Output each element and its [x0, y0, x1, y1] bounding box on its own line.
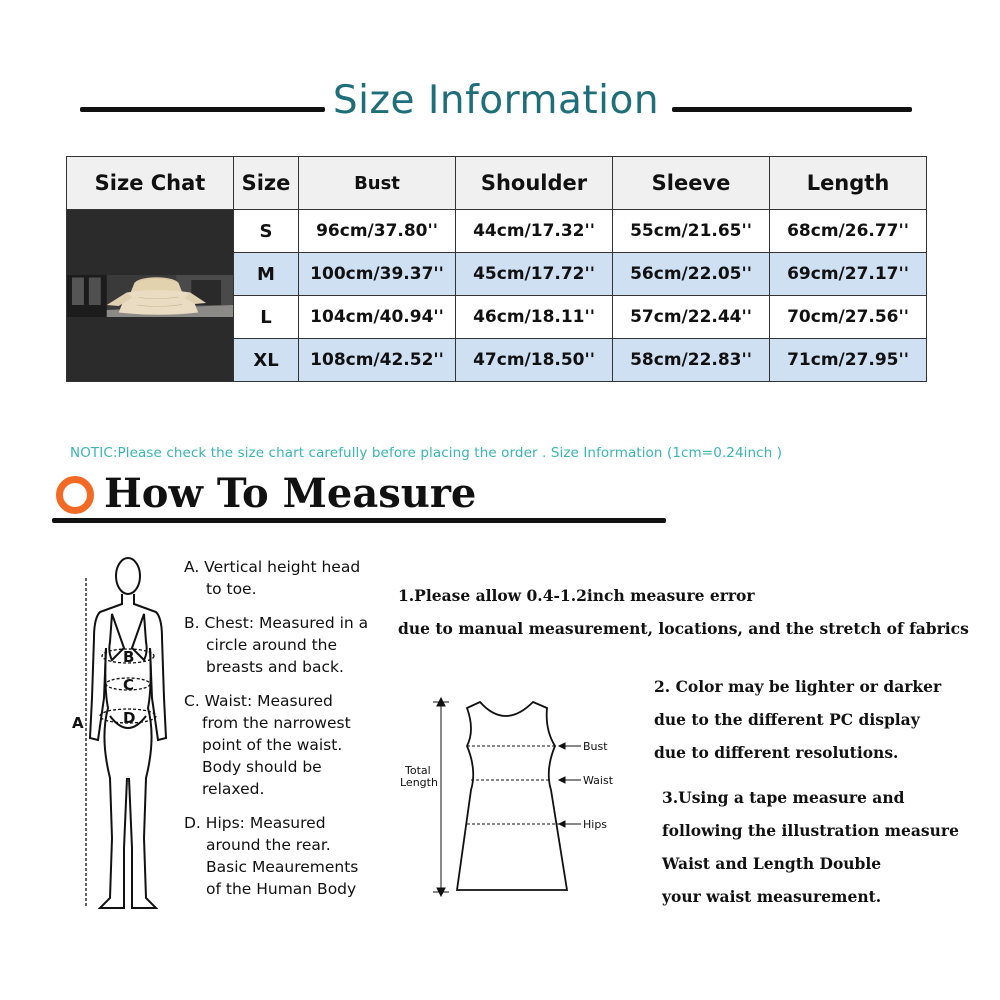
size-cell: L [234, 296, 299, 339]
page-title: Size Information [332, 78, 660, 123]
total-length-label-1: Total [405, 764, 431, 777]
measure-note-a [184, 556, 394, 600]
circle-bullet-icon [56, 476, 94, 514]
table-row [67, 210, 927, 253]
body-label-d: D [123, 709, 136, 727]
note-3-line-1: 3.Using a tape measure and [662, 788, 905, 807]
dress-diagram [395, 690, 635, 900]
note-1-line-1: 1.Please allow 0.4-1.2inch measure error [398, 586, 755, 605]
note-d-line: Basic Meaurements [206, 858, 359, 876]
table-header-row [67, 157, 927, 210]
body-label-b: B [123, 648, 135, 666]
bust-label: Bust [583, 740, 608, 753]
note-c-line: from the narrowest [202, 714, 351, 732]
note-c-line: Body should be [202, 758, 322, 776]
note-d-line: around the rear. [206, 836, 331, 854]
note-a-line: A. Vertical height head [184, 558, 361, 576]
how-to-measure-title: How To Measure [104, 470, 477, 517]
header-sleeve: Sleeve [613, 157, 770, 210]
note-b-line: circle around the [206, 636, 338, 654]
header-size-chat: Size Chat [67, 157, 234, 210]
how-to-measure-heading [52, 470, 666, 526]
sleeve-cell: 58cm/22.83'' [613, 339, 770, 382]
body-label-a: A [72, 714, 84, 732]
size-cell: XL [234, 339, 299, 382]
title-divider-right [672, 107, 912, 112]
measure-note-d [184, 812, 394, 900]
header-shoulder: Shoulder [456, 157, 613, 210]
sleeve-cell: 56cm/22.05'' [613, 253, 770, 296]
shoulder-cell: 45cm/17.72'' [456, 253, 613, 296]
shoulder-cell: 46cm/18.11'' [456, 296, 613, 339]
note-3-line-4: your waist measurement. [662, 887, 882, 906]
note-2-line-3: due to different resolutions. [654, 743, 899, 762]
note-c-line: C. Waist: Measured [184, 692, 333, 710]
total-length-label-2: Length [400, 776, 438, 789]
note-b-line: B. Chest: Measured in a [184, 614, 369, 632]
header-bust: Bust [299, 157, 456, 210]
bust-cell: 96cm/37.80'' [299, 210, 456, 253]
note-b-line: breasts and back. [206, 658, 344, 676]
hips-label: Hips [583, 818, 608, 831]
measure-note-c [184, 690, 394, 800]
size-notice: NOTIC:Please check the size chart carefully before placing the order . Size Information (1cm=0.24inch ) [70, 445, 783, 461]
title-row [80, 78, 912, 128]
shoulder-cell: 44cm/17.32'' [456, 210, 613, 253]
note-d-line: of the Human Body [206, 880, 357, 898]
note-3-line-3: Waist and Length Double [662, 854, 882, 873]
shoulder-cell: 47cm/18.50'' [456, 339, 613, 382]
bust-cell: 100cm/39.37'' [299, 253, 456, 296]
size-cell: S [234, 210, 299, 253]
note-c-line: point of the waist. [202, 736, 343, 754]
sleeve-cell: 57cm/22.44'' [613, 296, 770, 339]
length-cell: 68cm/26.77'' [770, 210, 927, 253]
note-3-line-2: following the illustration measure [662, 821, 959, 840]
header-size: Size [234, 157, 299, 210]
size-cell: M [234, 253, 299, 296]
note-a-line: to toe. [206, 580, 257, 598]
heading-underline [52, 518, 666, 523]
bust-cell: 108cm/42.52'' [299, 339, 456, 382]
note-1-line-2: due to manual measurement, locations, and the stretch of fabrics [398, 619, 969, 638]
measure-notes [184, 556, 394, 912]
model-photo-image [67, 275, 233, 317]
note-2-line-1: 2. Color may be lighter or darker [654, 677, 942, 696]
sleeve-cell: 55cm/21.65'' [613, 210, 770, 253]
measure-note-b [184, 612, 394, 678]
note-d-line: D. Hips: Measured [184, 814, 326, 832]
length-cell: 70cm/27.56'' [770, 296, 927, 339]
waist-label: Waist [583, 774, 614, 787]
note-c-line: relaxed. [202, 780, 265, 798]
length-cell: 71cm/27.95'' [770, 339, 927, 382]
human-body-figure [70, 548, 180, 918]
model-photo [67, 210, 234, 382]
length-cell: 69cm/27.17'' [770, 253, 927, 296]
note-2-line-2: due to the different PC display [654, 710, 920, 729]
bust-cell: 104cm/40.94'' [299, 296, 456, 339]
title-divider-left [80, 107, 325, 112]
body-label-c: C [123, 676, 135, 694]
header-length: Length [770, 157, 927, 210]
size-table [66, 156, 927, 382]
